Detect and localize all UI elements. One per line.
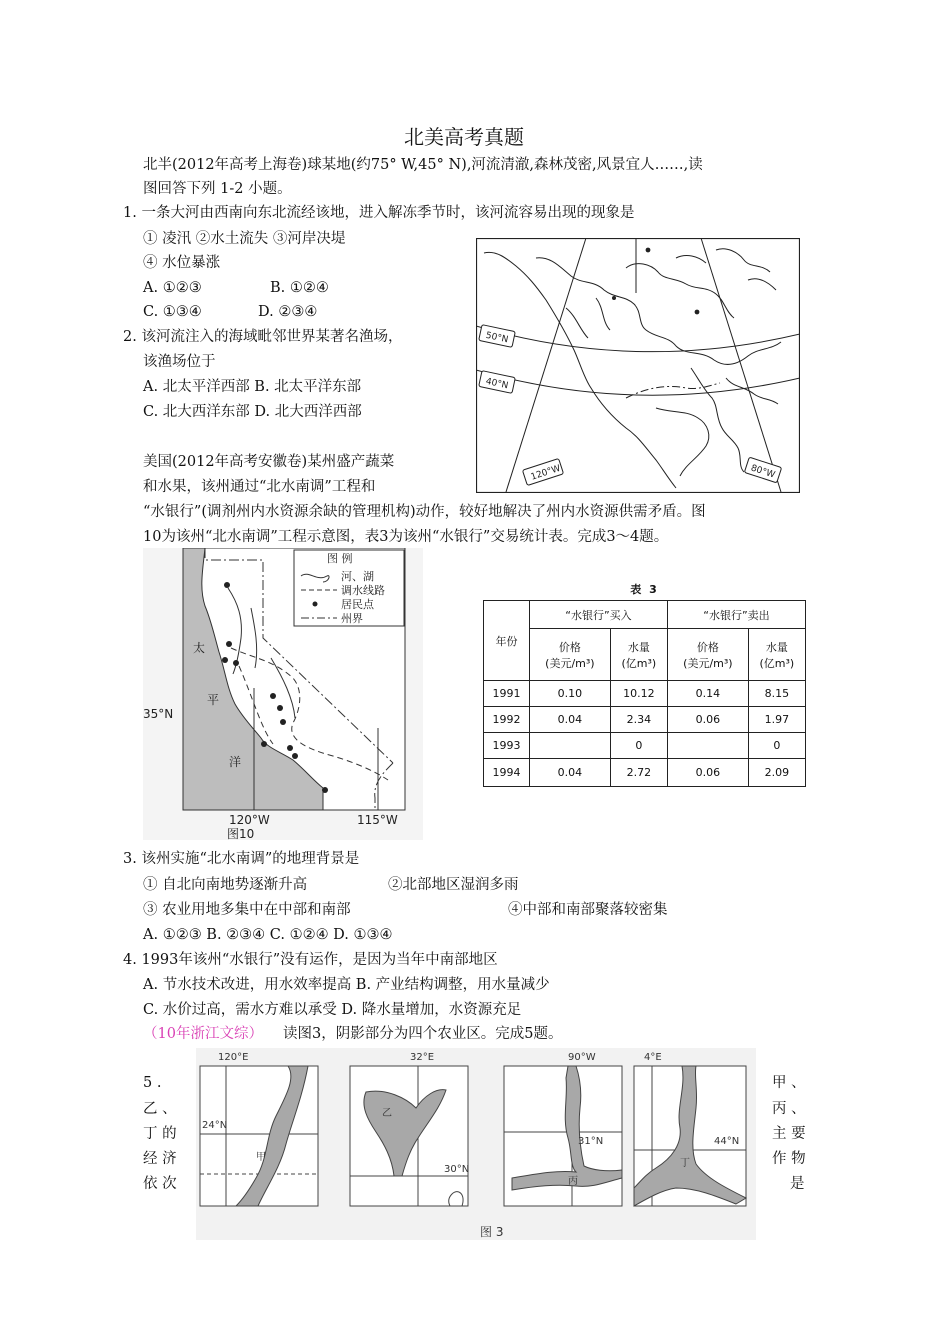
legend-settlement: 居民点 (341, 598, 374, 611)
fig10-lon-120: 120°W (229, 813, 270, 827)
sell-header: “水银行”卖出 (667, 601, 805, 629)
table-row (484, 707, 806, 733)
q5-right-3: 主 要 (772, 1126, 806, 1142)
sell-price-label: 价格 (696, 640, 719, 654)
cell-sell-volume: 2.09 (748, 759, 805, 787)
cell-buy-volume: 0 (610, 733, 667, 759)
cell-sell-price: 0.06 (667, 759, 748, 787)
table-row (484, 733, 806, 759)
q5-intro: 读图3，阴影部分为四个农业区。完成5题。 (283, 1026, 563, 1042)
legend-border: 州界 (341, 612, 363, 625)
legend-canal: 调水线路 (341, 584, 385, 597)
fig3-p2-lat: 30°N (444, 1164, 470, 1175)
sell-price-unit: (美元/m³) (683, 656, 733, 670)
cell-year: 1994 (484, 759, 530, 787)
ocean-char-3: 洋 (229, 755, 242, 769)
q1-choice-a: A. ①②③ (143, 280, 202, 296)
intro-line-1: 北半(2012年高考上海卷)球某地(约75° W,45° N),河流清澈,森林茂密,风景宜人……,读 (143, 157, 703, 173)
legend-title: 图 例 (327, 552, 353, 565)
fig3-caption: 图 3 (480, 1225, 504, 1239)
cell-buy-price (530, 733, 611, 759)
q5-right-1: 甲 、 (772, 1075, 806, 1091)
cell-buy-volume: 2.72 (610, 759, 667, 787)
q3-opt-3: ③ 农业用地多集中在中部和南部 (143, 902, 351, 918)
q3-opt-4: ④中部和南部聚落较密集 (508, 902, 668, 918)
buy-volume-unit: (亿m³) (621, 656, 657, 670)
map1-lon-120: 120°W (529, 463, 562, 483)
fig3-p3-lat: 31°N (578, 1136, 604, 1147)
q2-stem-1: 2. 该河流注入的海域毗邻世界某著名渔场， (123, 329, 403, 345)
q3-stem: 3. 该州实施“北水南调”的地理背景是 (123, 851, 360, 867)
buy-price-unit: (美元/m³) (545, 656, 595, 670)
q5-left-4: 经 济 (143, 1151, 177, 1167)
fig3-p2-lon: 32°E (410, 1052, 435, 1063)
q1-options-line-1: ① 凌汛 ②水土流失 ③河岸决堤 (143, 231, 346, 247)
cell-year: 1992 (484, 707, 530, 733)
q5-right-5: 是 (790, 1176, 805, 1192)
q1-choice-d: D. ②③④ (258, 304, 318, 320)
ocean-char-2: 平 (207, 693, 220, 707)
q2-choices-ab: A. 北太平洋西部 B. 北太平洋东部 (143, 379, 362, 395)
fig3-p4-lat: 44°N (714, 1136, 740, 1147)
cell-sell-price (667, 733, 748, 759)
year-header: 年份 (484, 601, 530, 681)
q3-opt-1: ① 自北向南地势逐渐升高 (143, 877, 308, 893)
table-row (484, 681, 806, 707)
q1-stem: 1. 一条大河由西南向东北流经该地，进入解冻季节时，该河流容易出现的现象是 (123, 205, 635, 221)
q5-left-2: 乙 、 (143, 1101, 177, 1117)
q5-source: （10年浙江文综） (143, 1026, 263, 1042)
q4-choices-ab: A. 节水技术改进，用水效率提高 B. 产业结构调整，用水量减少 (143, 977, 550, 993)
q5-left-1: 5 . (143, 1075, 162, 1091)
fig3-p1-lat: 24°N (202, 1120, 228, 1131)
figure-3 (196, 1048, 756, 1240)
legend-river: 河、湖 (341, 570, 374, 583)
map1-lat-40: 40°N (484, 376, 510, 392)
fig3-p2-label: 乙 (382, 1108, 392, 1119)
fig3-p4-lon: 4°E (644, 1052, 662, 1063)
fig3-p4-label: 丁 (680, 1158, 690, 1169)
q5-right-4: 作 物 (772, 1151, 806, 1167)
q4-choices-cd: C. 水价过高，需水方难以承受 D. 降水量增加，水资源充足 (143, 1002, 522, 1018)
cell-buy-price: 0.04 (530, 759, 611, 787)
sell-volume-unit: (亿m³) (759, 656, 795, 670)
q4-stem: 4. 1993年该州“水银行”没有运作，是因为当年中南部地区 (123, 952, 498, 968)
passage2-line-1: 美国(2012年高考安徽卷)某州盛产蔬菜 (143, 454, 395, 470)
cell-year: 1991 (484, 681, 530, 707)
q2-stem-2: 该渔场位于 (143, 354, 216, 370)
cell-sell-price: 0.06 (667, 707, 748, 733)
table-caption: 表 3 (630, 583, 659, 596)
map1-lat-50: 50°N (484, 330, 510, 346)
passage2-line-2: 和水果，该州通过“北水南调”工程和 (143, 479, 376, 495)
q5-right-2: 丙 、 (772, 1101, 806, 1117)
map1-lon-80: 80°W (749, 463, 777, 481)
sell-volume-label: 水量 (765, 640, 788, 654)
table-row (484, 759, 806, 787)
q5-left-3: 丁 的 (143, 1126, 177, 1142)
cell-sell-price: 0.14 (667, 681, 748, 707)
fig3-p1-label: 甲 (256, 1152, 266, 1163)
cell-buy-volume: 2.34 (610, 707, 667, 733)
fig10-lat-35: 35°N (143, 707, 174, 721)
fig10-caption: 图10 (227, 827, 255, 840)
cell-sell-volume: 1.97 (748, 707, 805, 733)
buy-price-label: 价格 (558, 640, 581, 654)
passage2-line-3: “水银行”(调剂州内水资源余缺的管理机构)动作，较好地解决了州内水资源供需矛盾。图 (143, 504, 706, 520)
cell-sell-volume: 0 (748, 733, 805, 759)
q5-left-5: 依 次 (143, 1176, 177, 1192)
buy-header: “水银行”买入 (530, 601, 668, 629)
q2-choices-cd: C. 北大西洋东部 D. 北大西洋西部 (143, 404, 362, 420)
fig10-lon-115: 115°W (357, 813, 398, 827)
cell-buy-price: 0.04 (530, 707, 611, 733)
q1-options-line-2: ④ 水位暴涨 (143, 255, 221, 271)
q3-opt-2: ②北部地区湿润多雨 (388, 877, 519, 893)
intro-line-2: 图回答下列 1-2 小题。 (143, 181, 292, 197)
q1-choice-b: B. ①②④ (270, 280, 329, 296)
cell-sell-volume: 8.15 (748, 681, 805, 707)
q1-choice-c: C. ①③④ (143, 304, 202, 320)
fig3-p3-label: 丙 (568, 1176, 578, 1187)
buy-volume-label: 水量 (627, 640, 650, 654)
q3-choices: A. ①②③ B. ②③④ C. ①②④ D. ①③④ (143, 927, 393, 943)
cell-buy-volume: 10.12 (610, 681, 667, 707)
table-3 (483, 578, 806, 786)
passage2-line-4: 10为该州“北水南调”工程示意图，表3为该州“水银行”交易统计表。完成3～4题。 (143, 529, 669, 545)
fig3-p1-lon: 120°E (218, 1052, 249, 1063)
north-america-map (476, 238, 800, 493)
page-title: 北美高考真题 (404, 125, 524, 149)
cell-buy-price: 0.10 (530, 681, 611, 707)
fig3-p3-lon: 90°W (568, 1052, 596, 1063)
cell-year: 1993 (484, 733, 530, 759)
figure-10-map (143, 548, 423, 840)
ocean-char-1: 太 (193, 641, 206, 655)
